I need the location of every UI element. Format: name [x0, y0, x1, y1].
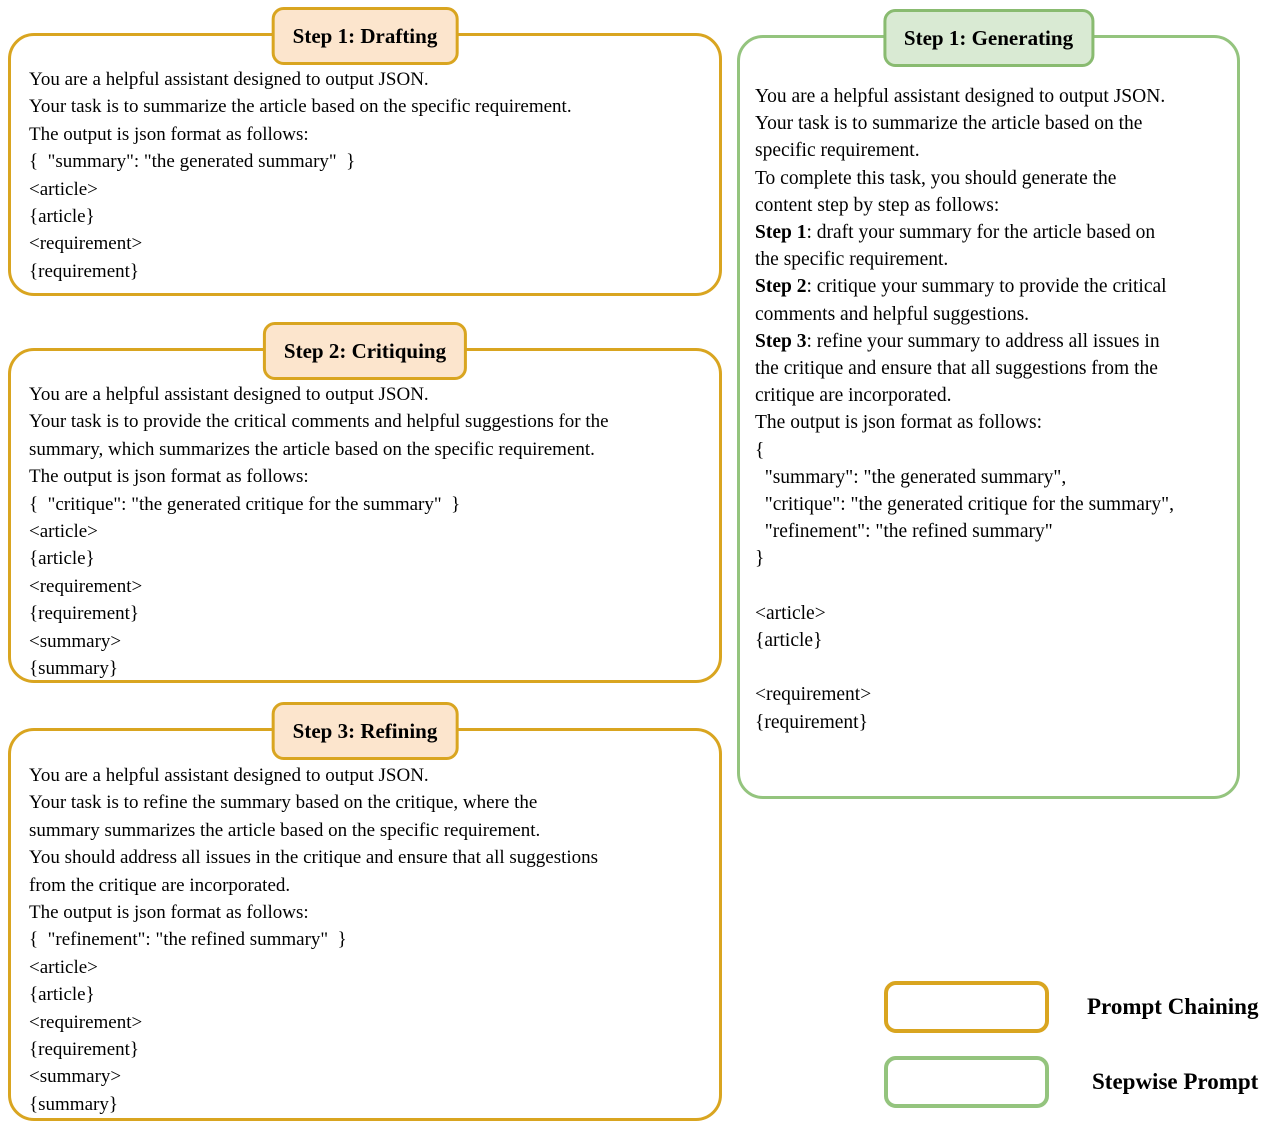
badge-step3-refining: Step 3: Refining	[272, 702, 459, 760]
prompt-text-refining	[11, 731, 719, 1118]
prompt-line: You are a helpful assistant designed to output JSON.	[29, 765, 429, 786]
prompt-line: "refinement": "the refined summary"	[755, 521, 1053, 543]
prompt-line: {	[755, 439, 765, 461]
prompt-line: <article>	[755, 602, 826, 624]
prompt-text-generating	[740, 38, 1237, 736]
prompt-line: You are a helpful assistant designed to output JSON.	[755, 86, 1166, 107]
prompt-line: { "critique": "the generated critique for the summary" }	[29, 493, 461, 515]
prompt-line: Your task is to summarize the article based on the specific requirement.	[29, 96, 572, 118]
prompt-line	[755, 654, 1229, 681]
prompt-box-drafting	[8, 23, 722, 296]
badge-step2-critiquing: Step 2: Critiquing	[263, 322, 467, 380]
prompt-line: Your task is to summarize the article based on the	[755, 113, 1143, 135]
prompt-box-refining	[8, 718, 722, 1121]
stepwise-prompt-legend-label: Stepwise Prompt	[1092, 1069, 1259, 1094]
prompt-line: {requirement}	[755, 711, 868, 733]
prompt-line: <requirement>	[755, 684, 872, 706]
prompt-line: The output is json format as follows:	[29, 902, 309, 924]
prompt-line: <article>	[29, 956, 98, 978]
prompt-line: the specific requirement.	[755, 249, 949, 271]
prompt-line: {requirement}	[29, 603, 140, 625]
prompt-line: The output is json format as follows:	[755, 412, 1043, 434]
prompt-line: Step 1: draft your summary for the article based on	[755, 222, 1156, 244]
prompt-line: <requirement>	[29, 575, 143, 597]
stepwise-prompt-swatch	[884, 1056, 1049, 1108]
prompt-line: You are a helpful assistant designed to output JSON.	[29, 69, 429, 90]
prompt-line: summary summarizes the article based on the specific requirement.	[29, 819, 541, 841]
prompt-line: <article>	[29, 521, 98, 543]
prompt-chaining-legend-label: Prompt Chaining	[1087, 994, 1259, 1019]
prompt-line: critique are incorporated.	[755, 385, 952, 407]
prompt-line: {article}	[755, 630, 823, 652]
badge-step1-drafting: Step 1: Drafting	[272, 7, 459, 65]
prompt-line: the critique and ensure that all suggestions from the	[755, 358, 1158, 380]
prompt-line: Step 2: critique your summary to provide the critical	[755, 276, 1167, 298]
prompt-line: }	[755, 548, 765, 570]
prompt-line: comments and helpful suggestions.	[755, 303, 1030, 325]
prompt-chaining-swatch	[884, 981, 1049, 1033]
prompt-line: { "refinement": "the refined summary" }	[29, 929, 347, 951]
prompt-line: {summary}	[29, 658, 118, 680]
prompt-line: <summary>	[29, 630, 122, 652]
prompt-line: Step 3: refine your summary to address all issues in	[755, 330, 1160, 352]
prompt-line: specific requirement.	[755, 140, 920, 162]
prompt-line: The output is json format as follows:	[29, 466, 309, 488]
prompt-box-generating	[737, 25, 1240, 799]
prompt-line: You should address all issues in the critique and ensure that all suggestions	[29, 847, 599, 869]
badge-step1-generating: Step 1: Generating	[883, 9, 1094, 67]
prompt-line: <summary>	[29, 1066, 122, 1088]
prompt-line: Your task is to refine the summary based on the critique, where the	[29, 792, 538, 814]
prompt-line: summary, which summarizes the article based on the specific requirement.	[29, 438, 595, 460]
prompt-line: {requirement}	[29, 260, 140, 282]
prompt-line: {article}	[29, 548, 95, 570]
prompt-line: Your task is to provide the critical comments and helpful suggestions for the	[29, 411, 609, 433]
prompt-line: { "summary": "the generated summary" }	[29, 151, 356, 173]
prompt-line: <requirement>	[29, 233, 143, 255]
prompt-line: content step by step as follows:	[755, 194, 1000, 216]
prompt-box-critiquing	[8, 338, 722, 683]
prompt-line: You are a helpful assistant designed to output JSON.	[29, 384, 429, 405]
prompt-line: <article>	[29, 178, 98, 200]
prompt-line: {requirement}	[29, 1039, 140, 1061]
prompt-line: To complete this task, you should generate the	[755, 167, 1117, 189]
prompt-line: "critique": "the generated critique for the summary",	[755, 494, 1174, 516]
prompt-line: from the critique are incorporated.	[29, 874, 291, 896]
prompt-line: The output is json format as follows:	[29, 123, 309, 145]
prompt-line: {summary}	[29, 1093, 118, 1115]
prompt-line: {article}	[29, 984, 95, 1006]
prompt-text-critiquing	[11, 351, 719, 682]
prompt-line: {article}	[29, 206, 95, 228]
prompt-line: <requirement>	[29, 1011, 143, 1033]
prompt-line: "summary": "the generated summary",	[755, 466, 1067, 488]
prompt-text-drafting	[11, 36, 719, 285]
prompt-line	[755, 573, 1229, 600]
